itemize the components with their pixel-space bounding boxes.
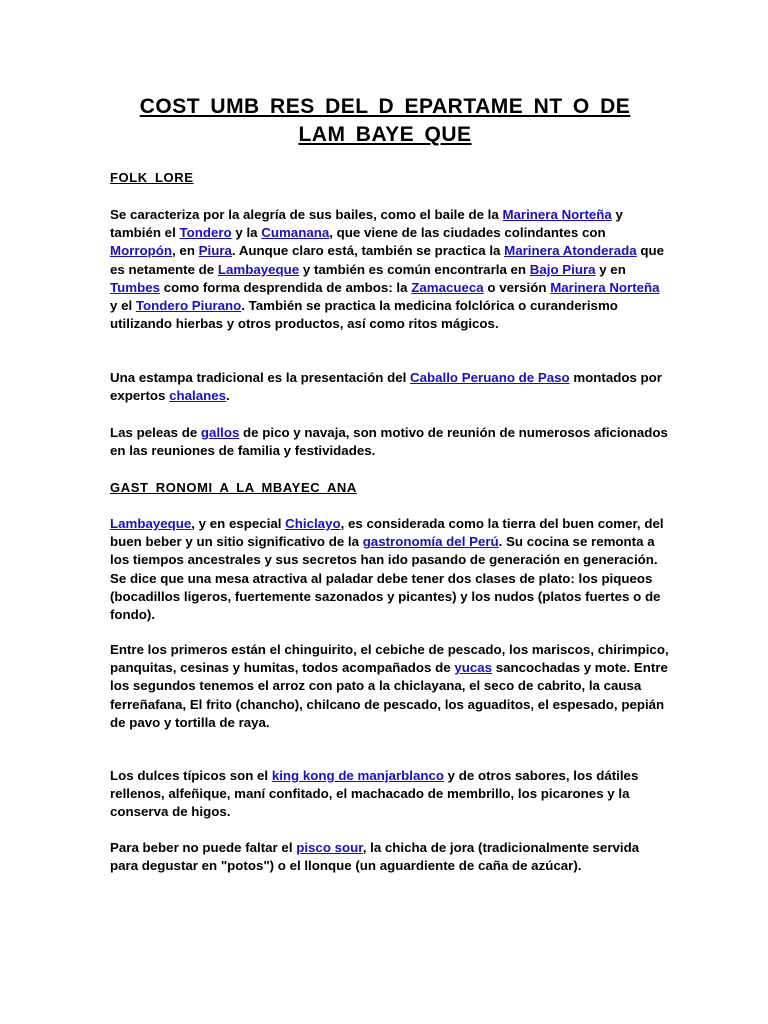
text: Para beber no puede faltar el	[110, 840, 297, 855]
text: , es considerada como la tierra del buen comer, del buen beber y un sitio significativo de la	[110, 516, 664, 550]
text: sancochadas y mote. Entre los segundos tenemos el arroz con pato a la chiclayana, el seco de cabrito, la causa ferreñafana, El frito (chancho), chilcano de pescado, los aguaditos, el espesado, pepián de pavo y tortilla de raya.	[110, 660, 668, 730]
text: Las peleas de	[110, 425, 201, 440]
link-gallos[interactable]: gallos	[200, 425, 240, 440]
paragraph-peleas-gallos	[110, 424, 670, 460]
text: . Su cocina se remonta a los tiempos ancestrales y sus secretos han ido pasando de generación en generación. Se dice que una mesa atractiva al paladar debe tener dos clases de plato: los piqueos (bocadillos ligeros, fuertemente sazonados y picantes) y los nudos (platos fuertes o de fondo).	[110, 534, 661, 623]
link-tondero[interactable]: Tondero	[179, 225, 232, 241]
document-title-line-2: LAM BAYE QUE	[298, 123, 472, 146]
link-lambayeque[interactable]: Lambayeque	[217, 261, 300, 277]
section-heading-folklore: FOLK LORE	[110, 170, 194, 185]
text: , la chicha de jora (tradicionalmente servida para degustar en "potos") o el llonque (un aguardiente de caña de azúcar).	[110, 840, 640, 874]
text: montados por expertos	[110, 370, 662, 404]
link-zamacueca[interactable]: Zamacueca	[411, 279, 484, 295]
link-yucas[interactable]: yucas	[454, 660, 493, 676]
link-pisco-sour[interactable]: pisco sour	[296, 840, 363, 855]
text: como forma desprendida de ambos: la	[160, 279, 412, 295]
text: y de otros sabores, los dátiles rellenos, alfeñique, maní confitado, el machacado de membrillo, los picarones y la conserva de higos.	[110, 768, 639, 820]
section-heading-gastronomia: GAST RONOMI A LA MBAYEC ANA	[110, 480, 357, 495]
text: y también el	[110, 207, 623, 241]
link-caballo-peruano-de-paso[interactable]: Caballo Peruano de Paso	[410, 370, 570, 385]
paragraph-gastronomia-intro	[110, 515, 670, 624]
paragraph-bebidas	[110, 839, 670, 875]
text: , que viene de las ciudades colindantes con	[329, 225, 606, 241]
text: Se caracteriza por la alegría de sus bailes, como el baile de la	[110, 207, 503, 222]
link-marinera-nortena[interactable]: Marinera Norteña	[502, 207, 612, 222]
paragraph-folklore-bailes	[110, 206, 670, 333]
text: .	[226, 388, 230, 404]
text: Entre los primeros están el chinguirito, el cebiche de pescado, los mariscos, chirimpico, panquitas, cesinas y humitas, todos acompañados de	[110, 642, 669, 676]
text: . También se practica la medicina folclórica o curanderismo utilizando hierbas y otros productos, así como ritos mágicos.	[110, 298, 618, 332]
text: que es netamente de	[110, 243, 664, 277]
paragraph-caballo-peruano	[110, 369, 670, 405]
link-king-kong-de-manjarblanco[interactable]: king kong de manjarblanco	[271, 768, 444, 783]
link-cumanana[interactable]: Cumanana	[261, 225, 330, 241]
document-title-line-1: COST UMB RES DEL D EPARTAME NT O DE	[139, 95, 631, 118]
link-marinera-nortena-2[interactable]: Marinera Norteña	[550, 279, 660, 295]
link-tondero-piurano[interactable]: Tondero Piurano	[135, 298, 242, 314]
link-bajo-piura[interactable]: Bajo Piura	[529, 261, 596, 277]
text: , en	[172, 243, 199, 259]
link-morropon[interactable]: Morropón	[110, 243, 173, 259]
link-piura[interactable]: Piura	[198, 243, 232, 259]
link-gastronomia-del-peru[interactable]: gastronomía del Perú	[362, 534, 499, 550]
link-marinera-atonderada[interactable]: Marinera Atonderada	[504, 243, 637, 259]
text: y el	[110, 298, 136, 314]
paragraph-dulces	[110, 767, 670, 822]
link-lambayeque-2[interactable]: Lambayeque	[110, 516, 192, 531]
text: y también es común encontrarla en	[299, 261, 530, 277]
link-tumbes[interactable]: Tumbes	[110, 279, 160, 295]
text: . Aunque claro está, también se practica la	[231, 243, 505, 259]
text: y la	[231, 225, 262, 241]
text: o versión	[483, 279, 551, 295]
text: Una estampa tradicional es la presentación del	[110, 370, 411, 385]
link-chiclayo[interactable]: Chiclayo	[285, 516, 341, 531]
text: y en	[595, 261, 626, 277]
link-chalanes[interactable]: chalanes	[169, 388, 227, 404]
text: de pico y navaja, son motivo de reunión de numerosos aficionados en las reuniones de familia y festividades.	[110, 425, 668, 459]
text: Los dulces típicos son el	[110, 768, 272, 783]
paragraph-platos	[110, 641, 670, 732]
text: , y en especial	[191, 516, 286, 531]
